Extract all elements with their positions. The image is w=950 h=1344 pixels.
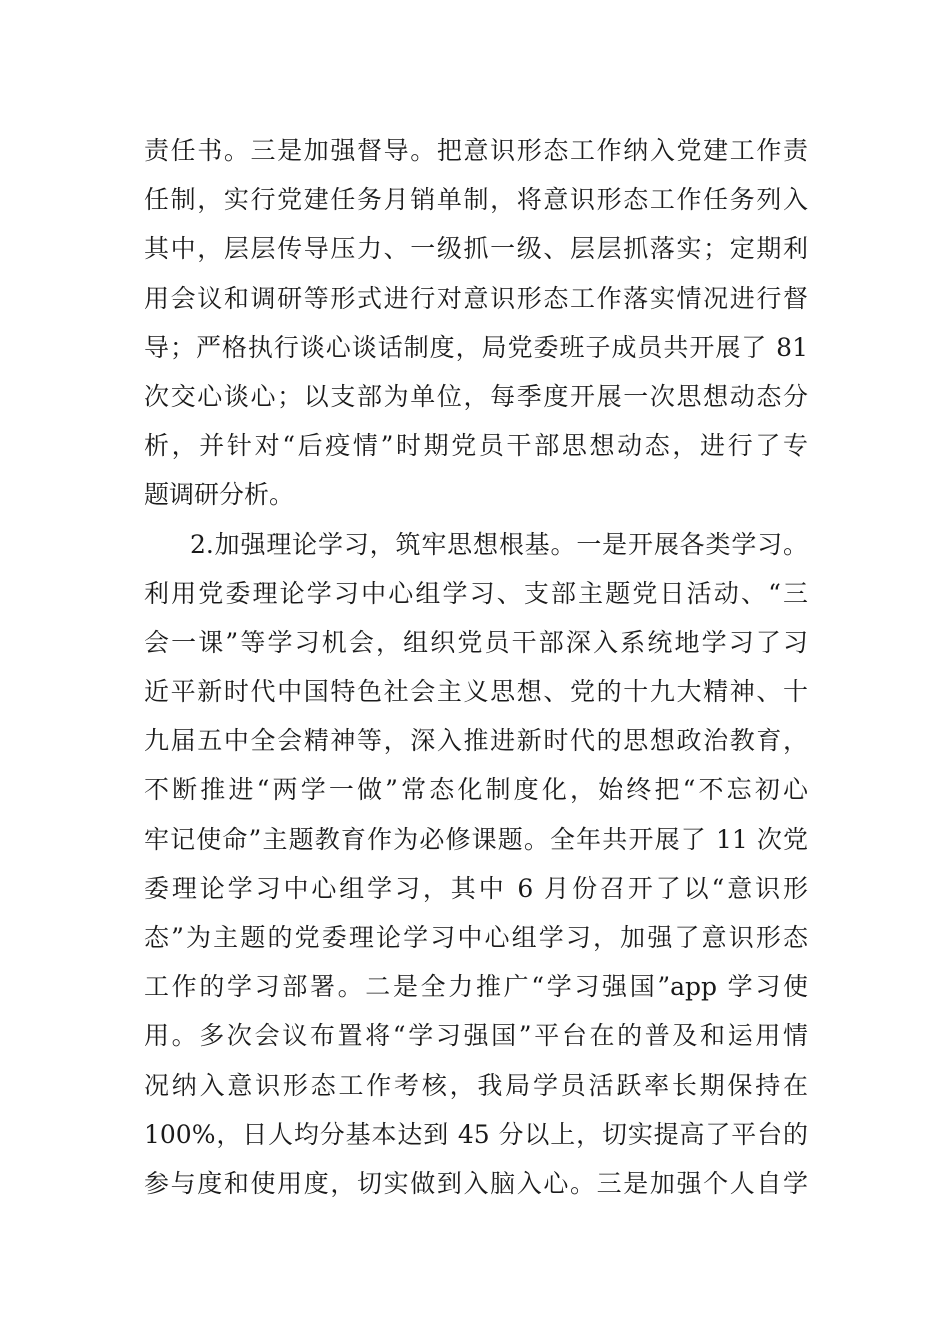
text-line: 100%，日人均分基本达到 45 分以上，切实提高了平台的 <box>144 1119 808 1149</box>
text-line: 况纳入意识形态工作考核，我局学员活跃率长期保持在 <box>144 1070 808 1100</box>
text-line: 利用党委理论学习中心组学习、支部主题党日活动、“三 <box>144 578 808 608</box>
text-line: 用。多次会议布置将“学习强国”平台在的普及和运用情 <box>144 1021 808 1051</box>
text-line: 委理论学习中心组学习，其中 6 月份召开了以“意识形 <box>144 873 808 903</box>
body-text <box>144 126 808 1208</box>
paragraph-end-line: 题调研分析。 <box>144 480 295 510</box>
text-line: 责任书。三是加强督导。把意识形态工作纳入党建工作责 <box>144 136 808 165</box>
text-line: 不断推进“两学一做”常态化制度化，始终把“不忘初心 <box>144 775 808 805</box>
text-line: 九届五中全会精神等，深入推进新时代的思想政治教育， <box>144 726 808 756</box>
text-line: 任制，实行党建任务月销单制，将意识形态工作任务列入 <box>144 185 808 215</box>
text-line: 析，并针对“后疫情”时期党员干部思想动态，进行了专 <box>144 431 808 461</box>
section-heading-line: 2.加强理论学习，筑牢思想根基。一是开展各类学习。 <box>190 529 808 559</box>
text-line: 牢记使命”主题教育作为必修课题。全年共开展了 11 次党 <box>144 824 808 854</box>
text-line: 工作的学习部署。二是全力推广“学习强国”app 学习使 <box>144 972 808 1002</box>
text-line: 近平新时代中国特色社会主义思想、党的十九大精神、十 <box>144 677 808 707</box>
text-line: 参与度和使用度，切实做到入脑入心。三是加强个人自学 <box>144 1168 808 1198</box>
text-line: 次交心谈心；以支部为单位，每季度开展一次思想动态分 <box>144 381 808 411</box>
text-line: 态”为主题的党委理论学习中心组学习，加强了意识形态 <box>144 923 808 952</box>
text-line: 导；严格执行谈心谈话制度，局党委班子成员共开展了 81 <box>144 332 808 362</box>
text-line: 用会议和调研等形式进行对意识形态工作落实情况进行督 <box>144 283 808 313</box>
text-line: 其中，层层传导压力、一级抓一级、层层抓落实；定期利 <box>144 234 808 264</box>
text-line: 会一课”等学习机会，组织党员干部深入系统地学习了习 <box>144 627 808 657</box>
